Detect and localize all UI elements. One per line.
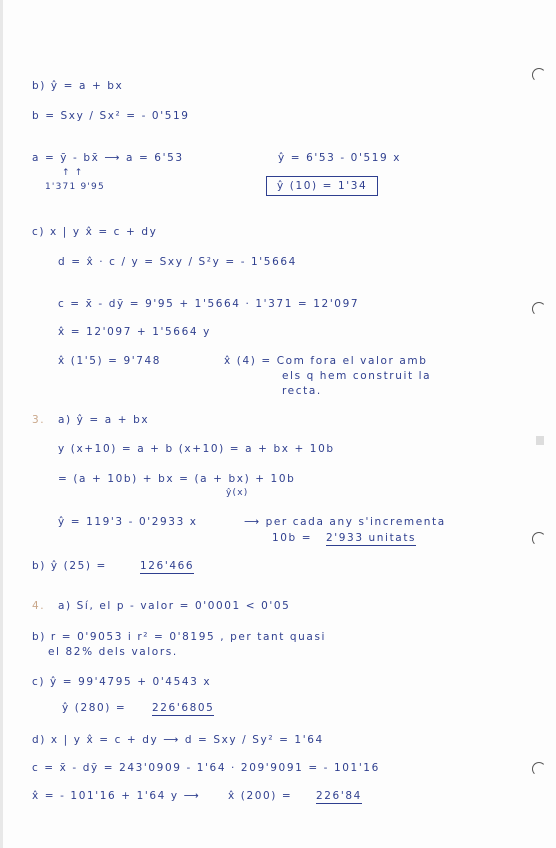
page-edge bbox=[0, 0, 3, 848]
text-line: d = x̂ · c / y = Sxy / S²y = - 1'5664 bbox=[58, 256, 297, 268]
text-line: b) ŷ = a + bx bbox=[32, 80, 124, 92]
underlined-result: 2'933 unitats bbox=[326, 532, 417, 544]
underlined-result: 226'6805 bbox=[152, 702, 215, 714]
text-line: ⟶ per cada any s'incrementa bbox=[244, 516, 446, 528]
text-line: x̂ (4) = Com fora el valor amb bbox=[224, 355, 428, 367]
text-line: c = x̄ - dȳ = 243'0909 - 1'64 · 209'9091 = - 101'16 bbox=[32, 762, 380, 774]
text-line: ŷ (280) = bbox=[62, 702, 127, 714]
boxed-result: ŷ (10) = 1'34 bbox=[266, 176, 378, 196]
section-number: 3. bbox=[32, 414, 46, 426]
text-line: ŷ = 119'3 - 0'2933 x bbox=[58, 516, 198, 528]
text-line: 10b = bbox=[272, 532, 313, 544]
text-line: a) ŷ = a + bx bbox=[58, 414, 150, 426]
punch-hole bbox=[532, 302, 546, 316]
text-line: b = Sxy / Sx² = - 0'519 bbox=[32, 110, 190, 122]
underlined-result: 126'466 bbox=[140, 560, 195, 572]
text-line: ŷ(x) bbox=[226, 488, 249, 498]
text-line: ↑ ↑ bbox=[62, 168, 84, 178]
text-line: x̂ = 12'097 + 1'5664 y bbox=[58, 326, 211, 338]
text-line: c = x̄ - dȳ = 9'95 + 1'5664 · 1'371 = 12'097 bbox=[58, 298, 360, 310]
text-line: d) x | y x̂ = c + dy ⟶ d = Sxy / Sy² = 1'64 bbox=[32, 734, 324, 746]
text-line: 1'371 9'95 bbox=[45, 182, 105, 192]
text-line: y (x+10) = a + b (x+10) = a + bx + 10b bbox=[58, 443, 335, 455]
section-number: 4. bbox=[32, 600, 46, 612]
underlined-result: 226'84 bbox=[316, 790, 362, 802]
text-line: x̂ = - 101'16 + 1'64 y ⟶ bbox=[32, 790, 201, 802]
text-line: el 82% dels valors. bbox=[48, 646, 178, 658]
text-line: b) ŷ (25) = bbox=[32, 560, 107, 572]
text-line: els q hem construit la bbox=[282, 370, 432, 382]
text-line: a = ȳ - bx̄ ⟶ a = 6'53 bbox=[32, 152, 184, 164]
text-line: recta. bbox=[282, 385, 322, 397]
text-line: c) x | y x̂ = c + dy bbox=[32, 226, 158, 238]
punch-hole bbox=[532, 532, 546, 546]
text-line: b) r = 0'9053 i r² = 0'8195 , per tant quasi bbox=[32, 631, 327, 643]
paper-mark bbox=[536, 436, 544, 445]
text-line: c) ŷ = 99'4795 + 0'4543 x bbox=[32, 676, 212, 688]
text-line: a) Sí, el p - valor = 0'0001 < 0'05 bbox=[58, 600, 291, 612]
punch-hole bbox=[532, 68, 546, 82]
text-line: x̂ (200) = bbox=[228, 790, 293, 802]
punch-hole bbox=[532, 762, 546, 776]
text-line: x̂ (1'5) = 9'748 bbox=[58, 355, 162, 367]
text-line: ŷ = 6'53 - 0'519 x bbox=[278, 152, 402, 164]
text-line: = (a + 10b) + bx = (a + bx) + 10b bbox=[58, 473, 296, 485]
